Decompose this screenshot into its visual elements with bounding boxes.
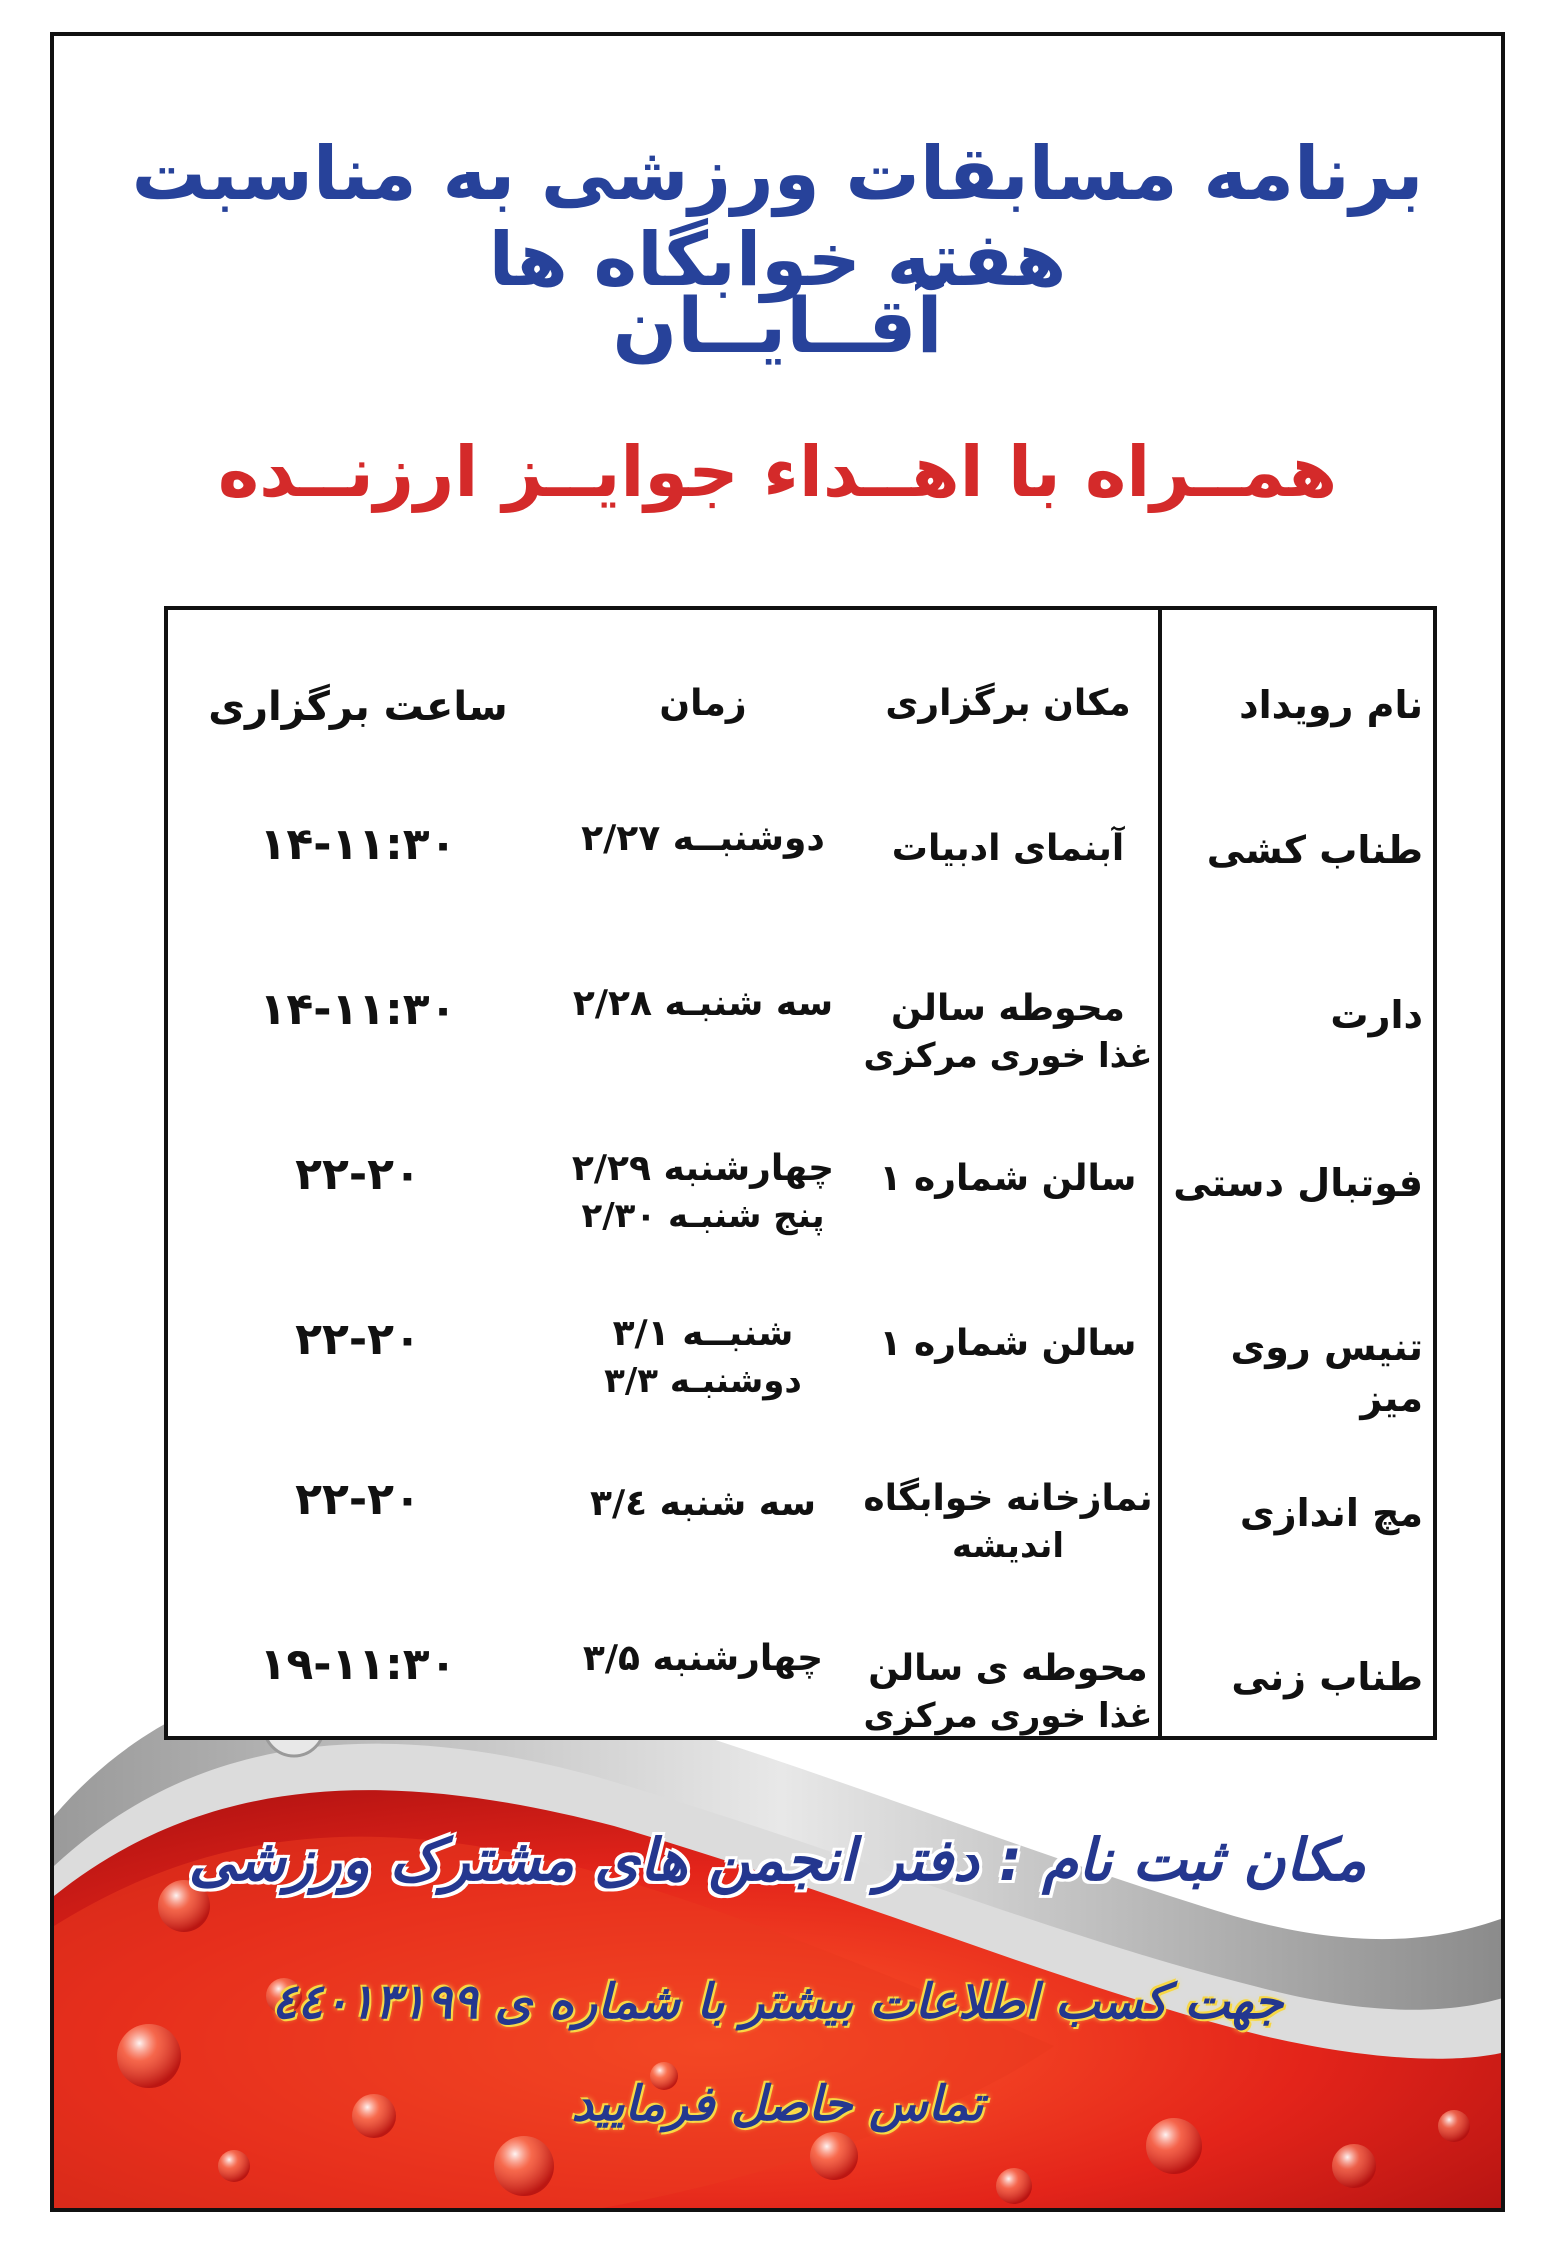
row-1-hour: ۱۴-۱۱:۳۰	[259, 819, 457, 870]
row-5-place: نمازخانه خوابگاه اندیشه	[863, 1478, 1153, 1566]
row-4-hour: ۲۲-۲۰	[295, 1314, 421, 1365]
prizes-subtitle: همــراه با اهــداء جوایــز ارزنــده	[217, 431, 1338, 513]
poster-title: برنامه مسابقات ورزشی به مناسبت هفته خوابگاه ها	[131, 131, 1424, 303]
header-hour: ساعت برگزاری	[208, 684, 508, 730]
row-1-date: دوشنبــه ۲/۲۷	[581, 818, 825, 859]
contact-info-line1: جهت کسب اطلاعات بیشتر با شماره ی ٤٤٠١٣١٩٩	[271, 1974, 1284, 2030]
header-date: زمان	[659, 683, 747, 724]
header-place: مکان برگزاری	[885, 683, 1131, 724]
row-3-event: فوتبال دستی	[1173, 1161, 1423, 1205]
row-2-hour: ۱۴-۱۱:۳۰	[259, 984, 457, 1035]
row-4-date: شنبــه ۳/۱ دوشنبـه ۳/۳	[604, 1313, 802, 1401]
schedule-table	[164, 606, 1437, 1740]
row-5-hour: ۲۲-۲۰	[295, 1474, 421, 1525]
row-4-event: تنیس روی میز	[1230, 1325, 1423, 1421]
row-2-date: سه شنبـه ۲/۲۸	[572, 983, 834, 1024]
row-6-date: چهارشنبه ۳/۵	[582, 1638, 824, 1679]
row-3-hour: ۲۲-۲۰	[295, 1149, 421, 1200]
header-event: نام رویداد	[1239, 683, 1423, 727]
audience-title: آقــایــان	[612, 281, 943, 370]
row-5-event: مچ اندازی	[1239, 1491, 1423, 1535]
row-1-event: طناب کشی	[1206, 828, 1423, 872]
row-6-place: محوطه ی سالن غذا خوری مرکزی	[863, 1648, 1153, 1736]
row-2-place: محوطه سالن غذا خوری مرکزی	[863, 988, 1153, 1076]
row-3-date: چهارشنبه ۲/۲۹ پنج شنبـه ۲/۳۰	[571, 1148, 835, 1236]
poster-frame	[50, 32, 1505, 2212]
row-2-event: دارت	[1330, 993, 1423, 1037]
row-6-hour: ۱۹-۱۱:۳۰	[259, 1639, 457, 1690]
registration-location: مکان ثبت نام : دفتر انجمن های مشترک ورزشی	[188, 1826, 1367, 1894]
row-5-date: سه شنبه ۳/٤	[589, 1483, 817, 1524]
row-1-place: آبنمای ادبیات	[891, 828, 1125, 869]
contact-info-line2: تماس حاصل فرمایید	[571, 2076, 984, 2132]
table-divider	[1158, 610, 1162, 1736]
row-4-place: سالن شماره ۱	[879, 1323, 1137, 1364]
row-3-place: سالن شماره ۱	[879, 1158, 1137, 1199]
row-6-event: طناب زنی	[1231, 1655, 1423, 1699]
